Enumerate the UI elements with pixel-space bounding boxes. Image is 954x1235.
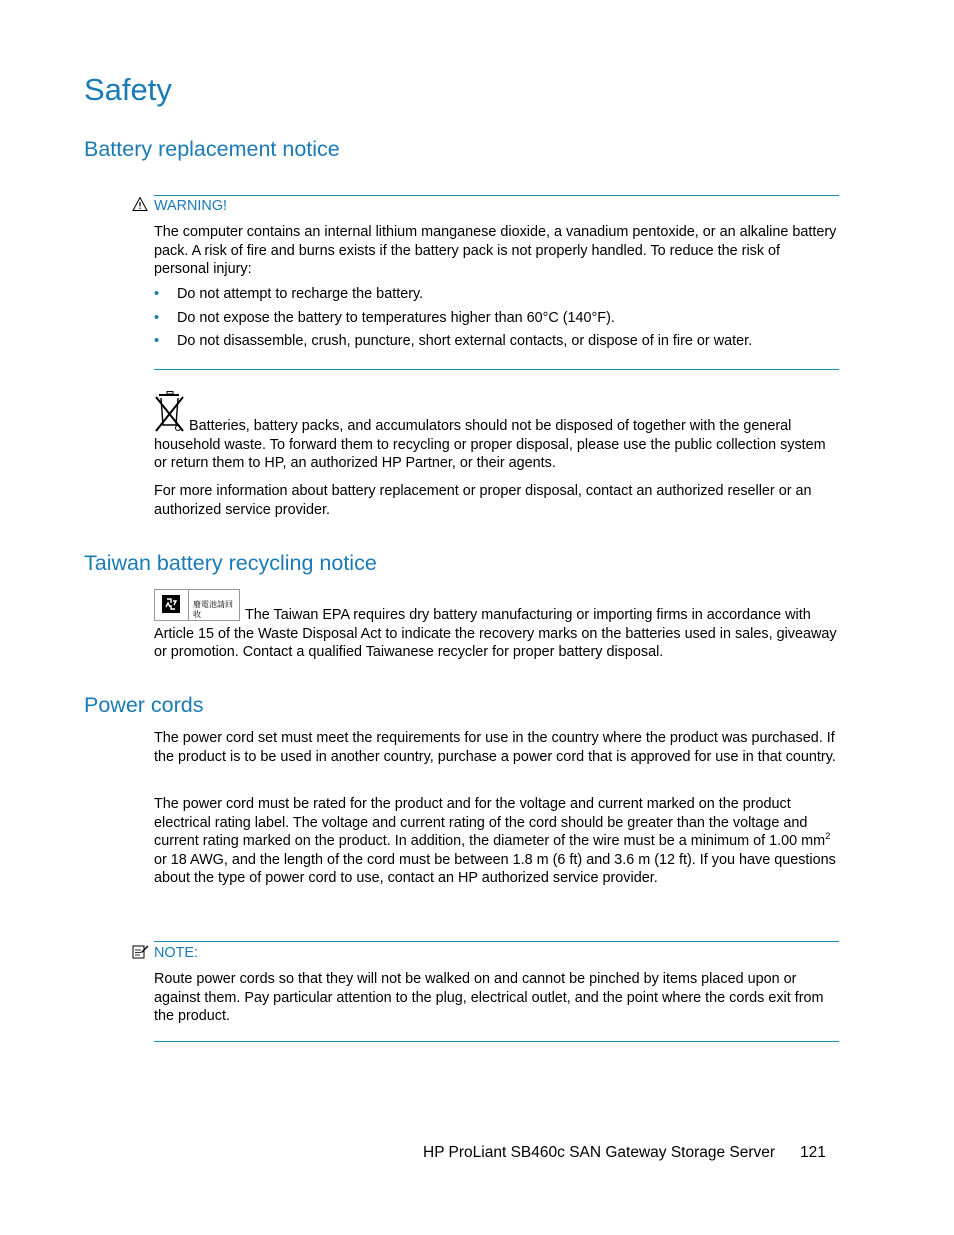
- section-heading-power: Power cords: [84, 693, 204, 717]
- list-item: • Do not attempt to recharge the battery.: [154, 286, 424, 302]
- section-heading-battery: Battery replacement notice: [84, 137, 340, 161]
- note-bottom-rule: [154, 1041, 839, 1042]
- warning-bullet-list: [154, 285, 839, 356]
- footer-product-name: HP ProLiant SB460c SAN Gateway Storage Server: [423, 1144, 776, 1161]
- warning-triangle-icon: [132, 196, 148, 212]
- list-item: • Do not expose the battery to temperatures higher than 60°C (140°F).: [154, 309, 615, 326]
- section-heading-taiwan: Taiwan battery recycling notice: [84, 551, 377, 575]
- warning-label: WARNING!: [154, 198, 228, 214]
- bullet-icon: •: [154, 333, 160, 349]
- bullet-icon: •: [154, 309, 160, 326]
- bullet-icon: •: [154, 286, 160, 302]
- warning-bottom-rule: [154, 369, 839, 370]
- taiwan-mark-text: 廢電池請回收: [193, 600, 233, 619]
- warning-top-rule: [154, 195, 839, 196]
- note-label: NOTE:: [154, 945, 198, 961]
- taiwan-text: The Taiwan EPA requires dry battery manufacturing or importing firms in accordance with Article 15 of the Waste Disposal Act to indicate the recovery marks on the batteries used in sales, giveaway or promotion. Contact a qualified Taiwanese recycler for proper battery disposal.: [154, 607, 837, 661]
- note-top-rule: [154, 941, 839, 942]
- warning-text: The computer contains an internal lithium manganese dioxide, a vanadium pentoxide, or an alkaline battery pack. A risk of fire and burns exists if the battery pack is not properly handled. To reduce the risk of personal injury:: [154, 224, 837, 278]
- footer-page-number: 121: [800, 1144, 826, 1161]
- note-text: Route power cords so that they will not be walked on and cannot be pinched by items placed upon or against them. Pay particular attention to the plug, electrical outlet, and the point where the cords exit from the product.: [154, 971, 824, 1025]
- power-cord-paragraph-1: The power cord set must meet the requirements for use in the country where the product was purchased. If the product is to be used in another country, purchase a power cord that is approved for use in that country.: [154, 730, 836, 765]
- battery-info-text: For more information about battery replacement or proper disposal, contact an authorized reseller or an authorized service provider.: [154, 483, 812, 518]
- note-pencil-icon: [132, 943, 149, 960]
- power-cord-paragraph-2: The power cord must be rated for the product and for the voltage and current marked on the product electrical rating label. The voltage and current rating of the cord should be greater than the voltage and current rating marked on the product. In addition, the diameter of the wire must be a minimum of 1.00 $mm^2$ or 18 AWG, and the length of the cord must be between 1.8 m (6 ft) and 3.6 m (12 ft). If you have questions about the type of power cord to use, contact an HP authorized service provider.: [154, 796, 836, 887]
- disposal-text: Batteries, battery packs, and accumulators should not be disposed of together with the general household waste. To forward them to recycling or proper disposal, please use the public collection system or return them to HP, an authorized HP Partner, or their agents.: [154, 418, 826, 472]
- page-title: Safety: [84, 72, 172, 107]
- list-item: • Do not disassemble, crush, puncture, short external contacts, or dispose of in fire or water.: [154, 333, 753, 349]
